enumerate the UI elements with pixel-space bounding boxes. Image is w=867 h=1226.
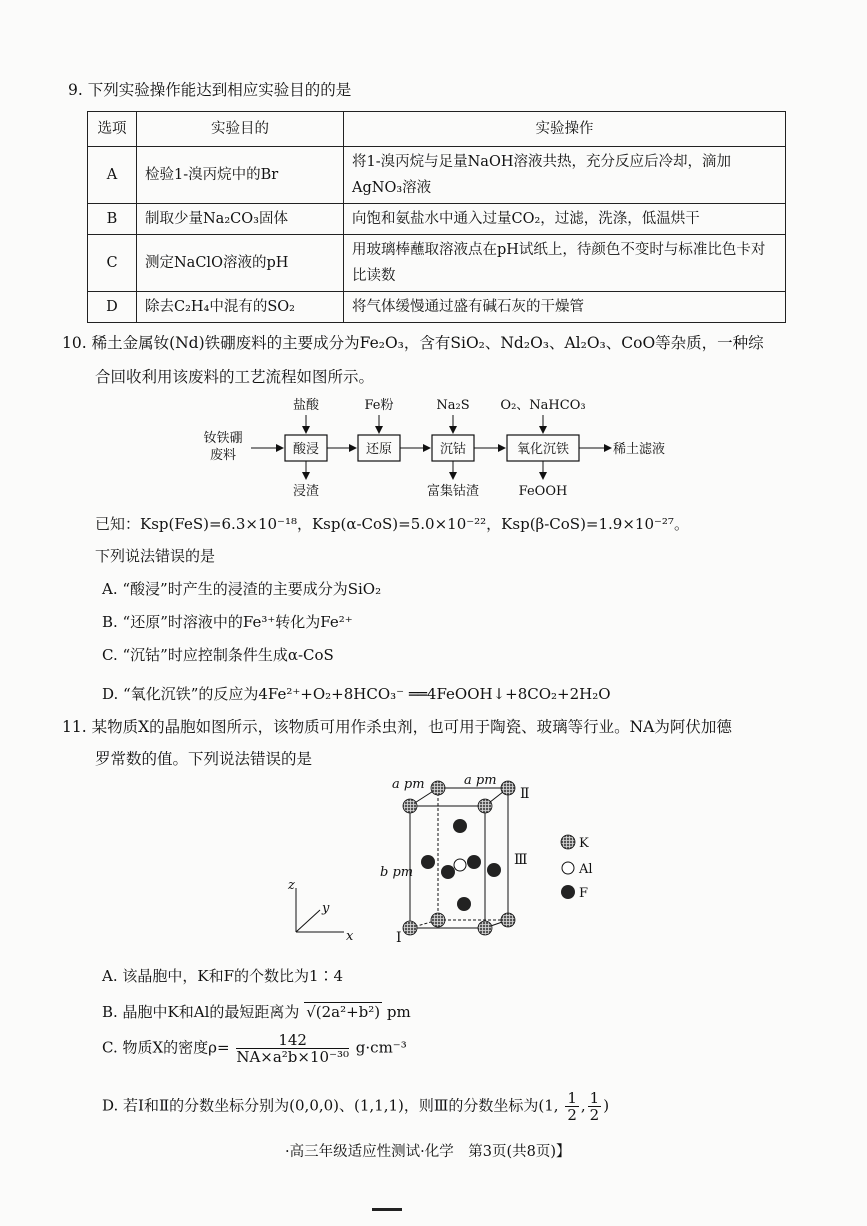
q11-option-b-math: √(2a²+b²) <box>306 1003 381 1021</box>
table-row <box>88 204 786 235</box>
q11-stem-line1: 11. 某物质X的晶胞如图所示，该物质可用作杀虫剂，也可用于陶瓷、玻璃等行业。NA为阿伏加德 <box>62 718 732 736</box>
k-atom <box>501 913 515 927</box>
flow-byproduct-residue: 浸渣 <box>292 484 320 499</box>
label-a2: a pm <box>464 773 497 788</box>
flow-reagent-o2: O₂、NaHCO₃ <box>500 398 586 413</box>
table-header-option: 选项 <box>88 112 137 147</box>
row-operation: 用玻璃棒蘸取溶液点在pH试纸上，待颜色不变时与标准比色卡对比读数 <box>344 235 786 292</box>
q10-ask: 下列说法错误的是 <box>95 547 216 565</box>
al-atom <box>454 859 466 871</box>
half-numerator: 1 <box>589 1089 600 1107</box>
legend-f-icon <box>561 885 575 899</box>
k-atom <box>478 799 492 813</box>
row-operation: 向饱和氨盐水中通入过量CO₂，过滤，洗涤，低温烘干 <box>344 204 786 235</box>
row-option: A <box>88 147 137 204</box>
row-operation: 将气体缓慢通过盛有碱石灰的干燥管 <box>344 292 786 323</box>
k-atom <box>403 921 417 935</box>
legend-al: Al <box>579 862 593 877</box>
scan-mark <box>372 1208 402 1211</box>
row-aim: 检验1-溴丙烷中的Br <box>137 147 344 204</box>
q11-crystal-figure <box>280 770 610 950</box>
q11-option-d-close: ) <box>603 1096 610 1115</box>
q10-option-b: B. “还原”时溶液中的Fe³⁺转化为Fe²⁺ <box>102 613 353 631</box>
table-row <box>88 147 786 204</box>
density-numerator: 142 <box>236 1032 349 1049</box>
q10-flow-diagram <box>195 393 685 503</box>
table-header-operation: 实验操作 <box>344 112 786 147</box>
q11-option-c-unit: g·cm⁻³ <box>355 1038 407 1057</box>
flow-step-reduce: 还原 <box>365 442 393 457</box>
legend-f: F <box>579 886 589 901</box>
half-denominator: 2 <box>567 1106 577 1124</box>
half-numerator: 1 <box>567 1089 577 1107</box>
flow-reagent-fe: Fe粉 <box>364 398 394 413</box>
f-atom <box>441 865 455 879</box>
table-header-row <box>88 112 786 147</box>
half-fraction <box>565 1090 579 1123</box>
point-2-label: Ⅱ <box>520 786 530 802</box>
q11-option-b-text: B. 晶胞中K和Al的最短距离为 <box>102 1003 300 1021</box>
f-atom <box>453 819 467 833</box>
f-atom <box>421 855 435 869</box>
f-atom <box>467 855 481 869</box>
row-option: B <box>88 204 137 235</box>
q9-title: 9. 下列实验操作能达到相应实验目的的是 <box>68 81 352 99</box>
flow-input-line1: 钕铁硼 <box>203 431 243 446</box>
q10-option-d: D. “氧化沉铁”的反应为4Fe²⁺+O₂+8HCO₃⁻ ══4FeOOH↓+8CO₂+2H₂O <box>102 685 611 703</box>
table-header-aim: 实验目的 <box>137 112 344 147</box>
table-row <box>88 292 786 323</box>
k-atom <box>431 913 445 927</box>
q10-stem-line1: 10. 稀土金属钕(Nd)铁硼废料的主要成分为Fe₂O₃，含有SiO₂、Nd₂O₃、Al₂O₃、CoO等杂质，一种综 <box>62 334 764 352</box>
flow-output: 稀土滤液 <box>613 442 666 457</box>
q11-option-c-text: C. 物质X的密度ρ= <box>102 1038 230 1057</box>
point-3-label: Ⅲ <box>514 852 528 868</box>
q11-option-c <box>102 1032 407 1065</box>
legend-k: K <box>579 836 589 851</box>
half-fraction <box>588 1090 602 1123</box>
flow-reagent-hcl: 盐酸 <box>292 398 320 413</box>
q10-option-a: A. “酸浸”时产生的浸渣的主要成分为SiO₂ <box>102 580 382 598</box>
k-atom <box>478 921 492 935</box>
flow-byproduct-cobalt: 富集钴渣 <box>426 484 480 499</box>
axis-y: y <box>322 901 330 916</box>
density-denominator: NA×a²b×10⁻³⁰ <box>236 1048 350 1066</box>
q11-option-b-unit: pm <box>386 1003 411 1021</box>
page-footer: ·高三年级适应性测试·化学 第3页(共8页)】 <box>285 1144 571 1160</box>
label-a1: a pm <box>392 777 425 792</box>
q11-option-a: A. 该晶胞中，K和F的个数比为1∶4 <box>102 967 344 985</box>
row-option: D <box>88 292 137 323</box>
axis-x: x <box>346 929 354 944</box>
flow-step-cobalt: 沉钴 <box>439 442 467 457</box>
flow-reagent-na2s: Na₂S <box>436 398 470 413</box>
label-b: b pm <box>380 865 414 880</box>
row-aim: 除去C₂H₄中混有的SO₂ <box>137 292 344 323</box>
density-fraction <box>236 1032 349 1065</box>
flow-input-line2: 废料 <box>209 448 237 463</box>
legend-k-icon <box>561 835 575 849</box>
q9-table <box>87 111 786 323</box>
f-atom <box>457 897 471 911</box>
row-aim: 制取少量Na₂CO₃固体 <box>137 204 344 235</box>
q10-known: 已知：Ksp(FeS)=6.3×10⁻¹⁸，Ksp(α-CoS)=5.0×10⁻²²，Ksp(β-CoS)=1.9×10⁻²⁷。 <box>95 515 689 533</box>
axis-z: z <box>288 878 295 893</box>
point-1-label: Ⅰ <box>396 930 402 946</box>
q10-stem-line2: 合回收利用该废料的工艺流程如图所示。 <box>95 368 375 386</box>
row-operation: 将1-溴丙烷与足量NaOH溶液共热，充分反应后冷却，滴加AgNO₃溶液 <box>344 147 786 204</box>
q11-option-d: D. 若Ⅰ和Ⅱ的分数坐标分别为(0,0,0)、(1,1,1)，则Ⅲ的分数坐标为(1, $\frac{1}{2}$ , $\frac{1}{2}$ ) <box>102 1089 610 1124</box>
half-denominator: 2 <box>589 1106 600 1124</box>
table-row <box>88 235 786 292</box>
row-option: C <box>88 235 137 292</box>
q11-stem-line2: 罗常数的值。下列说法错误的是 <box>95 750 313 768</box>
row-aim: 测定NaClO溶液的pH <box>137 235 344 292</box>
legend-al-icon <box>562 862 574 874</box>
k-atom <box>403 799 417 813</box>
q10-option-c: C. “沉钴”时应控制条件生成α-CoS <box>102 646 334 664</box>
f-atom <box>487 863 501 877</box>
k-atom <box>431 781 445 795</box>
flow-step-acid: 酸浸 <box>292 442 320 457</box>
flow-step-iron: 氧化沉铁 <box>516 442 570 457</box>
flow-byproduct-feooh: FeOOH <box>518 484 568 499</box>
k-atom <box>501 781 515 795</box>
q11-option-b <box>102 1001 411 1022</box>
q11-option-d-text: D. 若Ⅰ和Ⅱ的分数坐标分别为(0,0,0)、(1,1,1)，则Ⅲ的分数坐标为(1, <box>102 1096 559 1115</box>
